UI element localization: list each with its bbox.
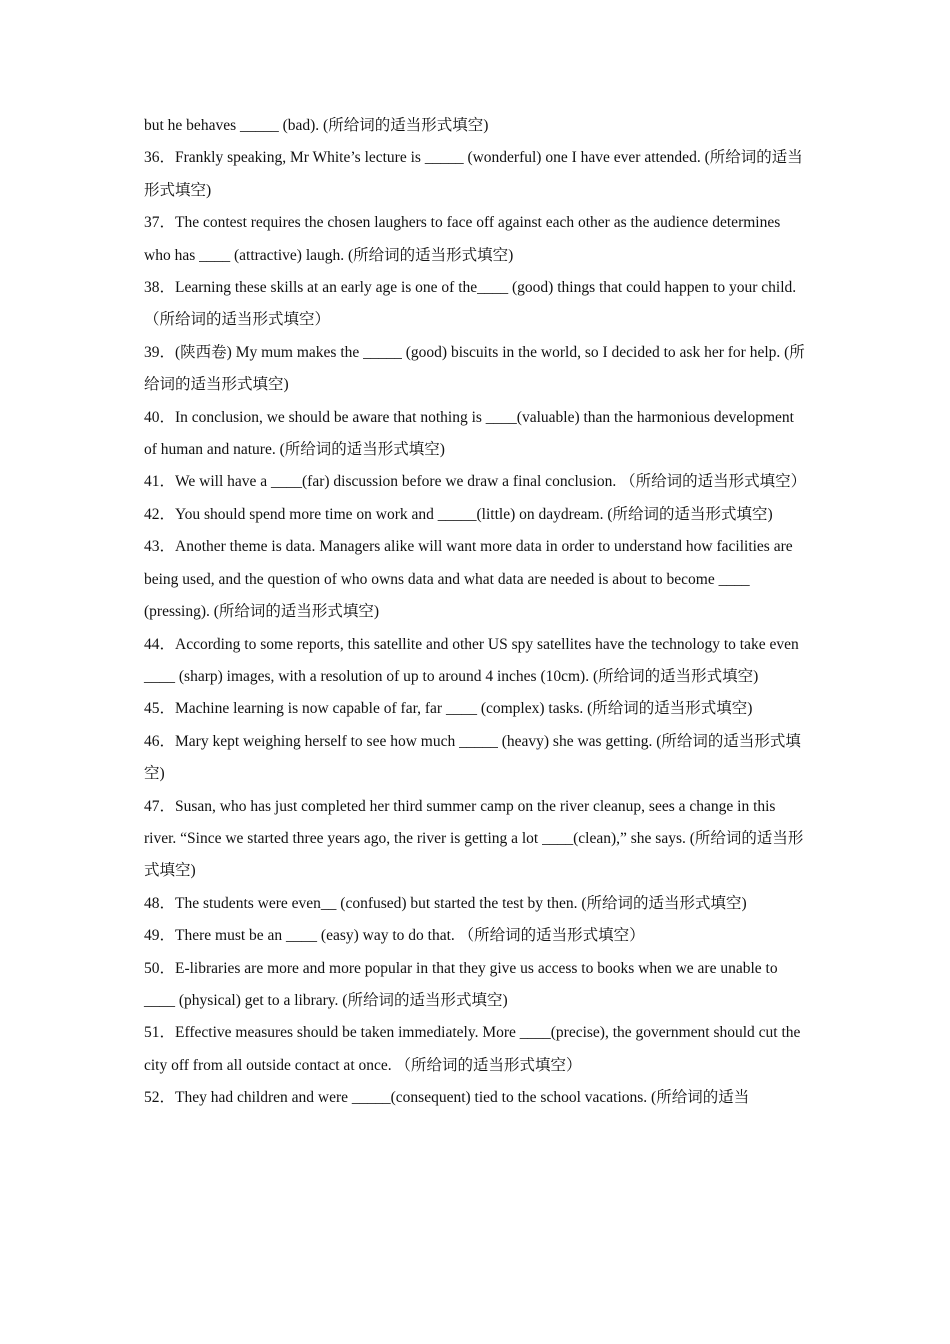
question-item-49: 49．There must be an ____ (easy) way to do that. （所给词的适当形式填空） xyxy=(144,927,645,945)
question-item-44: 44．According to some reports, this satellite and other US spy satellites have the technology to take even ____ (sharp) images, with a resolution of up to around 4 inches (10cm). (所给词的适当形式填空) xyxy=(144,635,799,685)
question-item-37: 37．The contest requires the chosen laughers to face off against each other as the audience determines who has ____ (attractive) laugh. (所给词的适当形式填空) xyxy=(144,214,781,264)
question-item-35-continued: but he behaves _____ (bad). (所给词的适当形式填空) xyxy=(144,117,489,134)
question-item-43: 43．Another theme is data. Managers alike will want more data in order to understand how facilities are being used, and the question of who owns data and what data are needed is about to become ____ (pressing). (所给词的适当形式填空) xyxy=(144,538,793,621)
question-item-42: 42．You should spend more time on work and _____(little) on daydream. (所给词的适当形式填空) xyxy=(144,505,773,523)
document-body xyxy=(144,110,810,1115)
question-item-47: 47．Susan, who has just completed her third summer camp on the river cleanup, sees a change in this river. “Since we started three years ago, the river is getting a lot ____(clean),” she says. (所给词的适当形式填空) xyxy=(144,797,804,880)
question-item-46: 46．Mary kept weighing herself to see how much _____ (heavy) she was getting. (所给词的适当形式填空) xyxy=(144,732,801,783)
question-item-50: 50．E-libraries are more and more popular in that they give us access to books when we are unable to ____ (physical) get to a library. (所给词的适当形式填空) xyxy=(144,959,778,1009)
question-item-36: 36．Frankly speaking, Mr White’s lecture is _____ (wonderful) one I have ever attended. (所给词的适当形式填空) xyxy=(144,149,803,199)
question-item-38: 38．Learning these skills at an early age is one of the____ (good) things that could happen to your child. （所给词的适当形式填空） xyxy=(144,279,797,329)
question-item-52: 52．They had children and were _____(consequent) tied to the school vacations. (所给词的适当 xyxy=(144,1089,750,1107)
question-item-48: 48．The students were even__ (confused) but started the test by then. (所给词的适当形式填空) xyxy=(144,894,747,912)
question-item-45: 45．Machine learning is now capable of far, far ____ (complex) tasks. (所给词的适当形式填空) xyxy=(144,700,753,718)
question-item-51: 51．Effective measures should be taken immediately. More ____(precise), the government should cut the city off from all outside contact at once. （所给词的适当形式填空） xyxy=(144,1024,801,1074)
question-item-39: 39．(陕西卷) My mum makes the _____ (good) biscuits in the world, so I decided to ask her for help. (所给词的适当形式填空) xyxy=(144,343,805,394)
question-item-41: 41．We will have a ____(far) discussion before we draw a final conclusion. （所给词的适当形式填空） xyxy=(144,473,807,491)
question-item-40: 40．In conclusion, we should be aware that nothing is ____(valuable) than the harmonious development of human and nature. (所给词的适当形式填空) xyxy=(144,408,794,459)
